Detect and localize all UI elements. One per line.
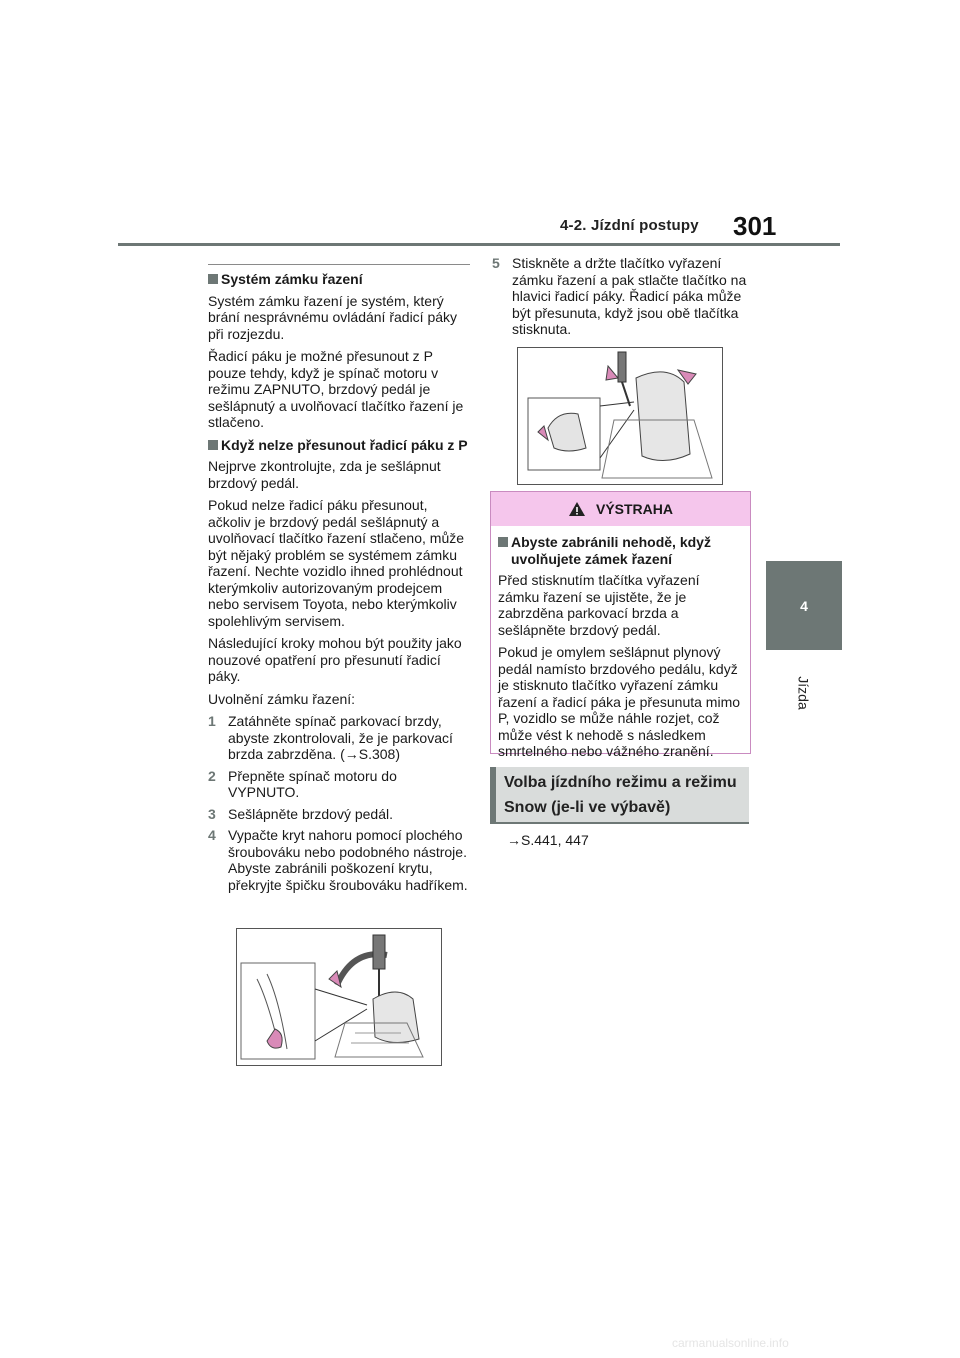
step-item: 5 Stiskněte a držte tlačítko vyřazení zámku řazení a pak stlačte tlačítko na hlavici řadicí páky. Řadicí páka může být přesunuta, když jsou obě tlačítka stisknuta. <box>492 255 747 337</box>
step-item: 3 Sešlápněte brzdový pedál. <box>208 805 393 822</box>
chapter-tab <box>766 561 842 650</box>
step-item: 2 Přepněte spínač motoru do VYPNUTO. <box>208 767 397 800</box>
paragraph: Před stisknutím tlačítka vyřazení zámku řazení se ujistěte, že je zabrzděna parkovací brzda a sešlápněte brzdový pedál. <box>498 572 700 638</box>
left-column <box>208 264 470 898</box>
paragraph: Pokud je omylem sešlápnut plynový pedál namísto brzdového pedálu, když je stisknuto tlačítko vyřazení zámku řazení a řadicí páka je přesunuta mimo P, vozidlo se může náhle rozjet, což může vést k nehodě s následkem smrtelného nebo vážného zranění. <box>498 644 741 759</box>
paragraph: Nejprve zkontrolujte, zda je sešlápnut brzdový pedál. <box>208 458 441 491</box>
page-number: 301 <box>733 211 777 241</box>
illustration-shift-lock-release <box>517 347 723 485</box>
footer-watermark-link[interactable]: carmanualsonline.info <box>672 1336 789 1350</box>
warning-subheading: Abyste zabránili nehodě, když uvolňujete zámek řazení <box>498 534 744 567</box>
section-rule <box>208 264 470 265</box>
warning-box <box>490 491 751 759</box>
square-bullet-icon <box>498 537 508 547</box>
section-heading-bar <box>490 767 496 823</box>
step-item: 4 Vypačte kryt nahoru pomocí plochého šroubováku nebo podobného nástroje. Abyste zabránili poškození krytu, překryjte špičku šroubováku hadříkem. <box>208 827 468 893</box>
warning-title: VÝSTRAHA <box>595 501 673 517</box>
section-title: 4-2. Jízdní postupy <box>560 217 699 234</box>
chapter-number: 4 <box>800 597 808 614</box>
square-bullet-icon <box>208 440 218 450</box>
warning-triangle-icon <box>568 501 586 517</box>
paragraph: Řadicí páku je možné přesunout z P pouze tehdy, když je spínač motoru v režimu ZAPNUTO, brzdový pedál je sešlápnutý a uvolňovací tlačítko řazení je stlačeno. <box>208 348 464 430</box>
paragraph: Následující kroky mohou být použity jako nouzové opatření pro přesunutí řadicí páky. <box>208 635 462 684</box>
paragraph: Systém zámku řazení je systém, který brání nesprávnému ovládání řadicí páky při rozjezdu. <box>208 292 458 342</box>
section-heading-rule <box>490 822 749 824</box>
subheading-shift-lock: Systém zámku řazení <box>208 271 470 288</box>
step-item: 1 Zatáhněte spínač parkovací brzdy, abyste zkontrolovali, že je parkovací brzda zabrzděna. (→S.308) <box>208 713 453 762</box>
subheading-cannot-shift: Když nelze přesunout řadicí páku z P <box>208 437 470 454</box>
illustration-screwdriver-cover <box>236 928 442 1066</box>
paragraph: Uvolnění zámku řazení: <box>208 690 356 707</box>
square-bullet-icon <box>208 274 218 284</box>
page-reference: →S.441, 447 <box>507 832 589 848</box>
section-heading: Volba jízdního režimu a režimu Snow (je-li ve výbavě) <box>504 774 737 816</box>
header-rule <box>118 243 840 246</box>
chapter-label: Jízda <box>796 676 812 710</box>
paragraph: Pokud nelze řadicí páku přesunout, ačkoliv je brzdový pedál sešlápnutý a uvolňovací tlačítko řazení stlačeno, může být nějaký problém se systémem zámku řazení. Nechte vozidlo ihned prohlédnout kterýmkoliv autorizovaným prodejcem nebo servisem Toyota, nebo kterýmkoliv spolehlivým servisem. <box>208 497 465 629</box>
warning-header <box>491 492 750 526</box>
